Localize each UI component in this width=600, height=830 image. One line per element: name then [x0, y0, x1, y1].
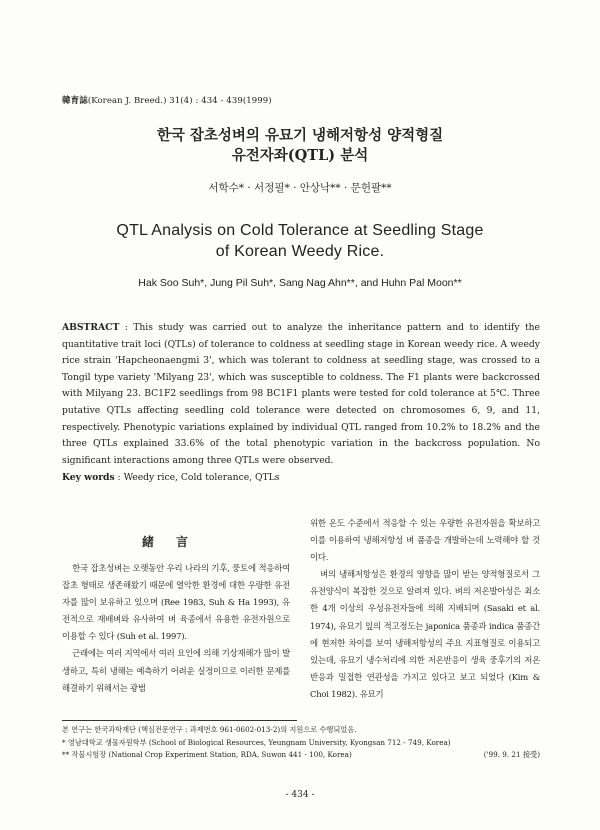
received-date: ('99. 9. 21 接受) [483, 750, 540, 760]
keywords-text: : Weedy rice, Cold tolerance, QTLs [114, 472, 280, 483]
left-paragraph-1: 한국 잡초성벼는 오랫동안 우리 나라의 기후, 풍토에 적응하여 잡초 형태로 생존해왔기 때문에 열악한 환경에 대한 우량한 유전자를 많이 보유하고 있으며 (Ree 1983, Suh & Ha 1993), 유전적으로 재배벼와 유사하여 벼 육종에서 유용한 유전자원으로 이용할 수 있다 (Suh et al. 1997). [62, 563, 290, 642]
footnote-funding: 본 연구는 한국과학재단 (핵심전문연구 : 과제번호 961-0602-013-2)의 지원으로 수행되었음. [62, 725, 357, 734]
abstract [62, 320, 540, 469]
left-column [62, 560, 290, 697]
english-authors: Hak Soo Suh*, Jung Pil Suh*, Sang Nag Ahn**, and Huhn Pal Moon** [138, 277, 462, 289]
footnotes [62, 724, 540, 762]
right-column [310, 515, 540, 703]
english-title-line-2: of Korean Weedy Rice. [215, 243, 385, 260]
keywords [62, 472, 279, 483]
page-number: - 434 - [285, 790, 315, 800]
keywords-label: Key words [62, 472, 115, 483]
journal-citation: 韓育誌(Korean J. Breed.) 31(4) : 434 - 439(1999) [62, 96, 272, 106]
footnote-affiliation-2: ** 작물시험장 (National Crop Experiment Station, RDA, Suwon 441 - 100, Korea) ('99. 9. 21 接受) [62, 749, 540, 762]
right-paragraph-1: 위한 온도 수준에서 적응할 수 있는 우량한 유전자원을 확보하고 이를 이용하여 냉해저항성 벼 품종을 개발하는데 노력해야 할 것이다. [310, 518, 540, 563]
section-heading-introduction: 緒言 [141, 535, 210, 549]
korean-title-line-1: 한국 잡초성벼의 유묘기 냉해저항성 양적형질 [156, 127, 444, 144]
korean-authors: 서학수* · 서정필* · 안상낙** · 문헌팔** [208, 182, 392, 194]
korean-title-line-2: 유전자좌(QTL) 분석 [231, 147, 369, 164]
abstract-label: ABSTRACT [62, 322, 120, 333]
footnote-divider [62, 720, 297, 721]
right-paragraph-2: 벼의 냉해저항성은 환경의 영향을 많이 받는 양적형질로서 그 유전양식이 복잡한 것으로 알려져 있다. 벼의 저온발아성은 최소한 4개 이상의 우성유전자들에 의해 지배되며 (Sasaki et al. 1974), 유묘기 잎의 적고정도는 japonica 품종과 indica 품종간에 현저한 차이를 보여 냉해저항성의 주요 지표형질로 이용되고 있는데, 유묘기 냉수처리에 의한 저온반응이 생육 중후기의 저온반응과 밀접한 연관성을 가지고 있다고 보고 되었다 (Kim & Choi 1982). 유묘기 [310, 569, 540, 699]
left-paragraph-2: 근래에는 여러 지역에서 여러 요인에 의해 기상재해가 많이 발생하고, 특히 냉해는 예측하기 어려운 실정이므로 이러한 문제를 해결하기 위해서는 광범 [62, 648, 290, 693]
footnote-affiliation-1: * 영남대학교 생물자원학부 (School of Biological Resources, Yeungnam University, Kyongsan 712 - 749, Korea) [62, 737, 451, 747]
english-title-line-1: QTL Analysis on Cold Tolerance at Seedling Stage [116, 222, 484, 239]
abstract-text: : This study was carried out to analyze the inheritance pattern and to identify the quantitative trait loci (QTLs) of tolerance to coldness at seedling stage in Korean weedy rice. A weedy rice strain 'Hapcheonaengmi 3', which was tolerant to coldness at seedling stage, was crossed to a Tongil type variety 'Milyang 23', which was susceptible to coldness. The F1 plants were backcrossed with Milyang 23. BC1F2 seedlings from 98 BC1F1 plants were tested for cold tolerance at 5℃. Three putative QTLs affecting seedling cold tolerance were detected on chromosomes 6, 9, and 11, respectively. Phenotypic variations explained by individual QTL ranged from 10.2% to 18.2% and the three QTLs explained 33.6% of the total phenotypic variation in the backcross population. No significant interactions among three QTLs were observed. [62, 322, 540, 466]
